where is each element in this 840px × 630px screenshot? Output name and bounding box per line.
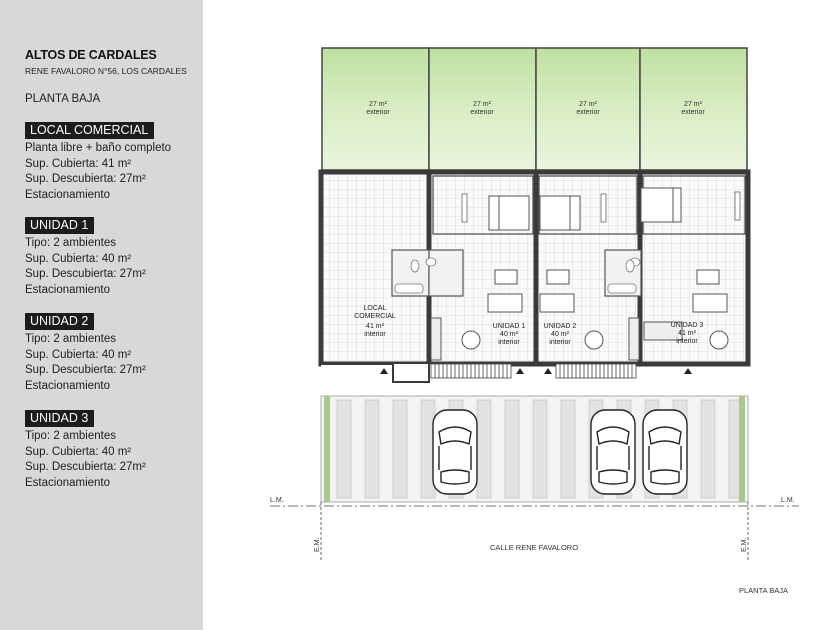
unit-label-local-2: COMERCIAL (354, 313, 396, 320)
section-unidad-3 (25, 409, 146, 491)
section-line: Sup. Cubierta: 40 m² (25, 445, 132, 458)
em-label-right: E.M. (741, 537, 748, 552)
unit-area: 40 m² (500, 331, 518, 338)
unit-area-label: interior (549, 339, 571, 346)
unit-area-label: interior (498, 339, 520, 346)
unit-area: 40 m² (551, 331, 569, 338)
section-line: Sup. Descubierta: 27m² (25, 268, 146, 280)
section-line: Estacionamiento (25, 379, 111, 392)
plan-caption: PLANTA BAJA (739, 586, 789, 595)
unit-label-local: LOCAL (363, 305, 387, 312)
garden-label: exterior (681, 109, 705, 116)
lm-label-left: L.M. (270, 497, 284, 504)
section-line: Sup. Cubierta: 40 m² (25, 348, 132, 361)
lm-label-right: L.M. (781, 497, 795, 504)
section-line: Estacionamiento (25, 476, 111, 489)
section-line: Sup. Descubierta: 27m² (25, 461, 146, 473)
unit-area-label: interior (676, 338, 698, 345)
unit-label-2: UNIDAD 2 (543, 323, 577, 330)
section-heading: UNIDAD 2 (25, 313, 94, 330)
info-sidebar (0, 0, 203, 630)
project-title: ALTOS DE CARDALES (25, 48, 157, 62)
garden-area: 27 m² (369, 101, 387, 108)
section-line: Sup. Cubierta: 40 m² (25, 252, 132, 265)
section-local-comercial (25, 121, 171, 203)
section-line: Tipo: 2 ambientes (25, 333, 116, 345)
section-line: Estacionamiento (25, 283, 111, 296)
em-label-left: E.M. (314, 537, 321, 552)
building (321, 172, 748, 382)
floor-label: PLANTA BAJA (25, 93, 101, 105)
car-icon (591, 410, 635, 494)
unit-area-label: interior (364, 331, 386, 338)
section-heading: LOCAL COMERCIAL (25, 122, 154, 139)
garden-area: 27 m² (684, 101, 702, 108)
garden-label: exterior (366, 109, 390, 116)
car-icon (433, 410, 477, 494)
car-icon (643, 410, 687, 494)
unit-area: 41 m² (366, 323, 384, 330)
garden-area: 27 m² (579, 101, 597, 108)
section-heading: UNIDAD 3 (25, 410, 94, 427)
section-unidad-2 (25, 312, 146, 394)
section-heading: UNIDAD 1 (25, 217, 94, 234)
section-line: Tipo: 2 ambientes (25, 237, 116, 249)
section-line: Planta libre + baño completo (25, 142, 172, 154)
garden-label: exterior (470, 109, 494, 116)
unit-label-3: UNIDAD 3 (670, 322, 704, 329)
project-address: RENE FAVALORO N°56, LOS CARDALES (25, 66, 187, 76)
section-line: Sup. Descubierta: 27m² (25, 173, 146, 185)
gardens (322, 48, 747, 170)
section-line: Sup. Descubierta: 27m² (25, 364, 146, 376)
garden-label: exterior (576, 109, 600, 116)
section-line: Sup. Cubierta: 41 m² (25, 157, 132, 170)
section-unidad-1 (25, 216, 146, 298)
floor-plan (203, 0, 840, 630)
section-line: Tipo: 2 ambientes (25, 430, 116, 442)
street-name: CALLE RENE FAVALORO (489, 543, 579, 552)
section-line: Estacionamiento (25, 188, 111, 201)
unit-area: 41 m² (678, 330, 696, 337)
garden-area: 27 m² (473, 101, 491, 108)
unit-label-1: UNIDAD 1 (492, 323, 526, 330)
